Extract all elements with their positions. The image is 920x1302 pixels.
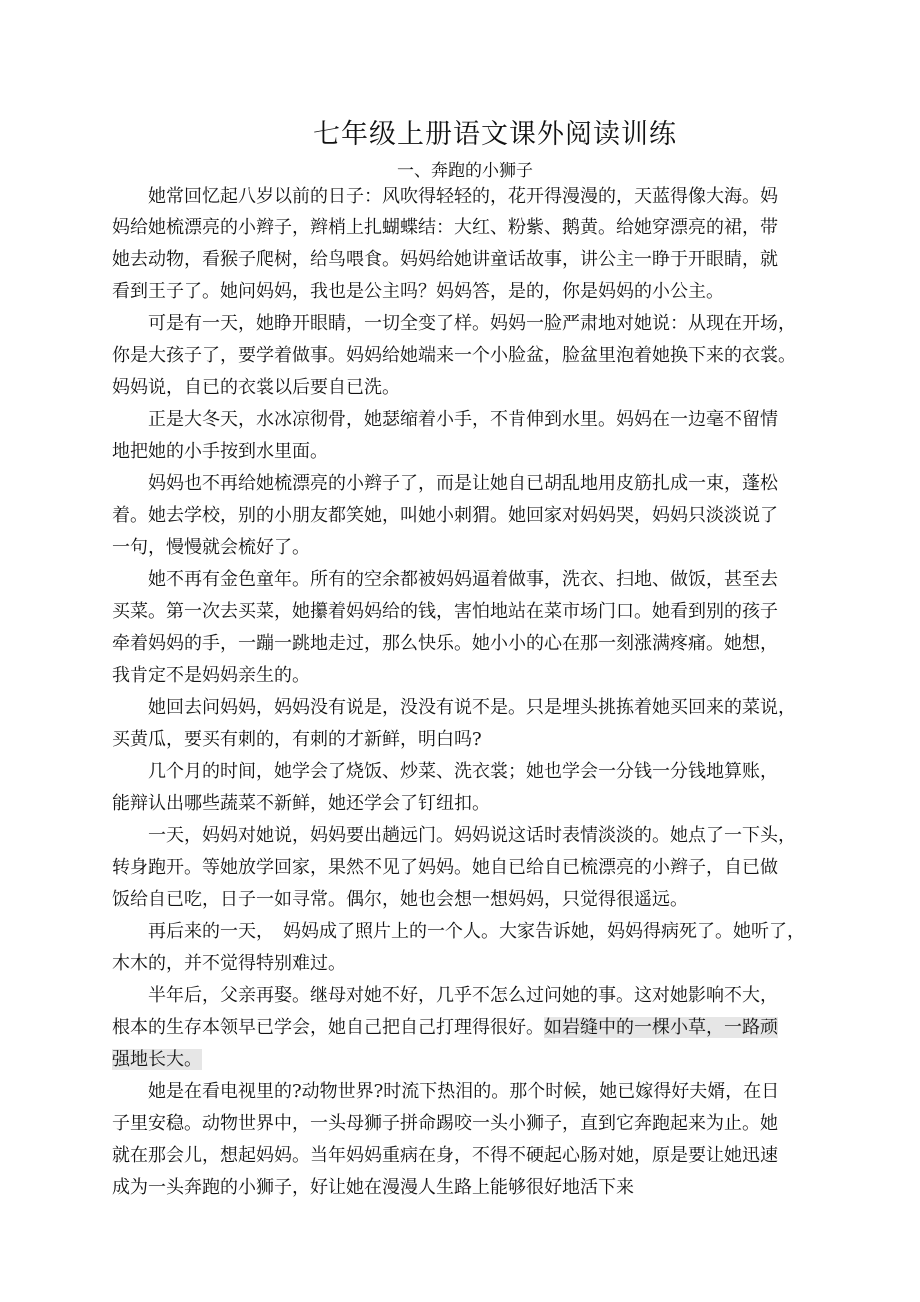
highlighted-text: 强地长大。 [112, 1049, 202, 1070]
text-line: 着。她去学校，别的小朋友都笑她，叫她小刺猬。她回家对妈妈哭，妈妈只淡淡说了 [112, 505, 778, 526]
text-line: 木木的，并不觉得特别难过。 [112, 953, 346, 974]
text-line: 妈妈也不再给她梳漂亮的小辫子了，而是让她自已胡乱地用皮筋扎成一束，蓬松 [112, 473, 778, 494]
text-line-with-highlight [112, 1016, 832, 1040]
text-line: 几个月的时间，她学会了烧饭、炒菜、洗衣裳；她也学会一分钱一分钱地算账， [112, 761, 778, 782]
text-line: 买菜。第一次去买菜，她攥着妈妈给的钱，害怕地站在菜市场门口。她看到别的孩子 [112, 601, 778, 622]
text-line: 妈给她梳漂亮的小辫子，辫梢上扎蝴蝶结：大红、粉紫、鹅黄。给她穿漂亮的裙，带 [112, 217, 778, 238]
text-line-highlighted [112, 1048, 832, 1072]
text-line: 妈妈说，自已的衣裳以后要自已洗。 [112, 377, 400, 398]
highlighted-text: 如岩缝中的一棵小草，一路顽 [544, 1017, 778, 1038]
text-line: 她不再有金色童年。所有的空余都被妈妈逼着做事，洗衣、扫地、做饭，甚至去 [112, 569, 778, 590]
text-line: 她是在看电视里的?动物世界?时流下热泪的。那个时候，她已嫁得好夫婿，在日 [112, 1081, 780, 1102]
text-line: 看到王子了。她问妈妈，我也是公主吗？妈妈答，是的，你是妈妈的小公主。 [112, 281, 724, 302]
text-line: 她常回忆起八岁以前的日子：风吹得轻轻的，花开得漫漫的，天蓝得像大海。妈 [112, 186, 778, 207]
text-line: 我肯定不是妈妈亲生的。 [112, 665, 310, 686]
text-line: 牵着妈妈的手，一蹦一跳地走过，那么快乐。她小小的心在那一刻涨满疼痛。她想， [112, 633, 778, 654]
text-line: 正是大冬天，水冰凉彻骨，她瑟缩着小手，不肯伸到水里。妈妈在一边毫不留情 [112, 409, 778, 430]
text-line: 她去动物，看猴子爬树，给鸟喂食。妈妈给她讲童话故事，讲公主一睁于开眼睛，就 [112, 249, 778, 270]
text-line: 地把她的小手按到水里面。 [112, 441, 328, 462]
text-line: 再后来的一天， 妈妈成了照片上的一个人。大家告诉她，妈妈得病死了。她听了， [112, 921, 805, 942]
text-segment: 根本的生存本领早已学会，她自己把自己打理得很好。 [112, 1017, 544, 1038]
text-line: 她回去问妈妈，妈妈没有说是，没没有说不是。只是埋头挑拣着她买回来的菜说， [112, 697, 796, 718]
page-title: 七年级上册语文课外阅读训练 [313, 119, 677, 150]
text-line: 买黄瓜，要买有刺的，有刺的才新鲜，明白吗? [112, 729, 482, 750]
text-line: 转身跑开。等她放学回家，果然不见了妈妈。她自已给自已梳漂亮的小辫子，自已做 [112, 857, 778, 878]
text-line: 成为一头奔跑的小狮子，好让她在漫漫人生路上能够很好地活下来 [112, 1177, 634, 1198]
text-line: 可是有一天，她睁开眼睛，一切全变了样。妈妈一脸严肃地对她说：从现在开场， [112, 313, 796, 334]
text-line: 你是大孩子了，要学着做事。妈妈给她端来一个小脸盆，脸盆里泡着她换下来的衣裳。 [112, 345, 796, 366]
section-heading: 一、奔跑的小狮子 [397, 161, 533, 181]
text-line: 能辩认出哪些蔬菜不新鲜，她还学会了钉纽扣。 [112, 793, 490, 814]
text-line: 半年后，父亲再娶。继母对她不好，几乎不怎么过问她的事。这对她影响不大， [112, 985, 778, 1006]
text-line: 就在那会儿，想起妈妈。当年妈妈重病在身，不得不硬起心肠对她，原是要让她迅速 [112, 1145, 778, 1166]
text-line: 子里安稳。动物世界中，一头母狮子拼命踢咬一头小狮子，直到它奔跑起来为止。她 [112, 1113, 778, 1134]
text-line: 饭给自已吃，日子一如寻常。偶尔，她也会想一想妈妈，只觉得很遥远。 [112, 889, 688, 910]
text-line: 一天，妈妈对她说，妈妈要出趟远门。妈妈说这话时表情淡淡的。她点了一下头， [112, 825, 796, 846]
text-line: 一句，慢慢就会梳好了。 [112, 537, 310, 558]
